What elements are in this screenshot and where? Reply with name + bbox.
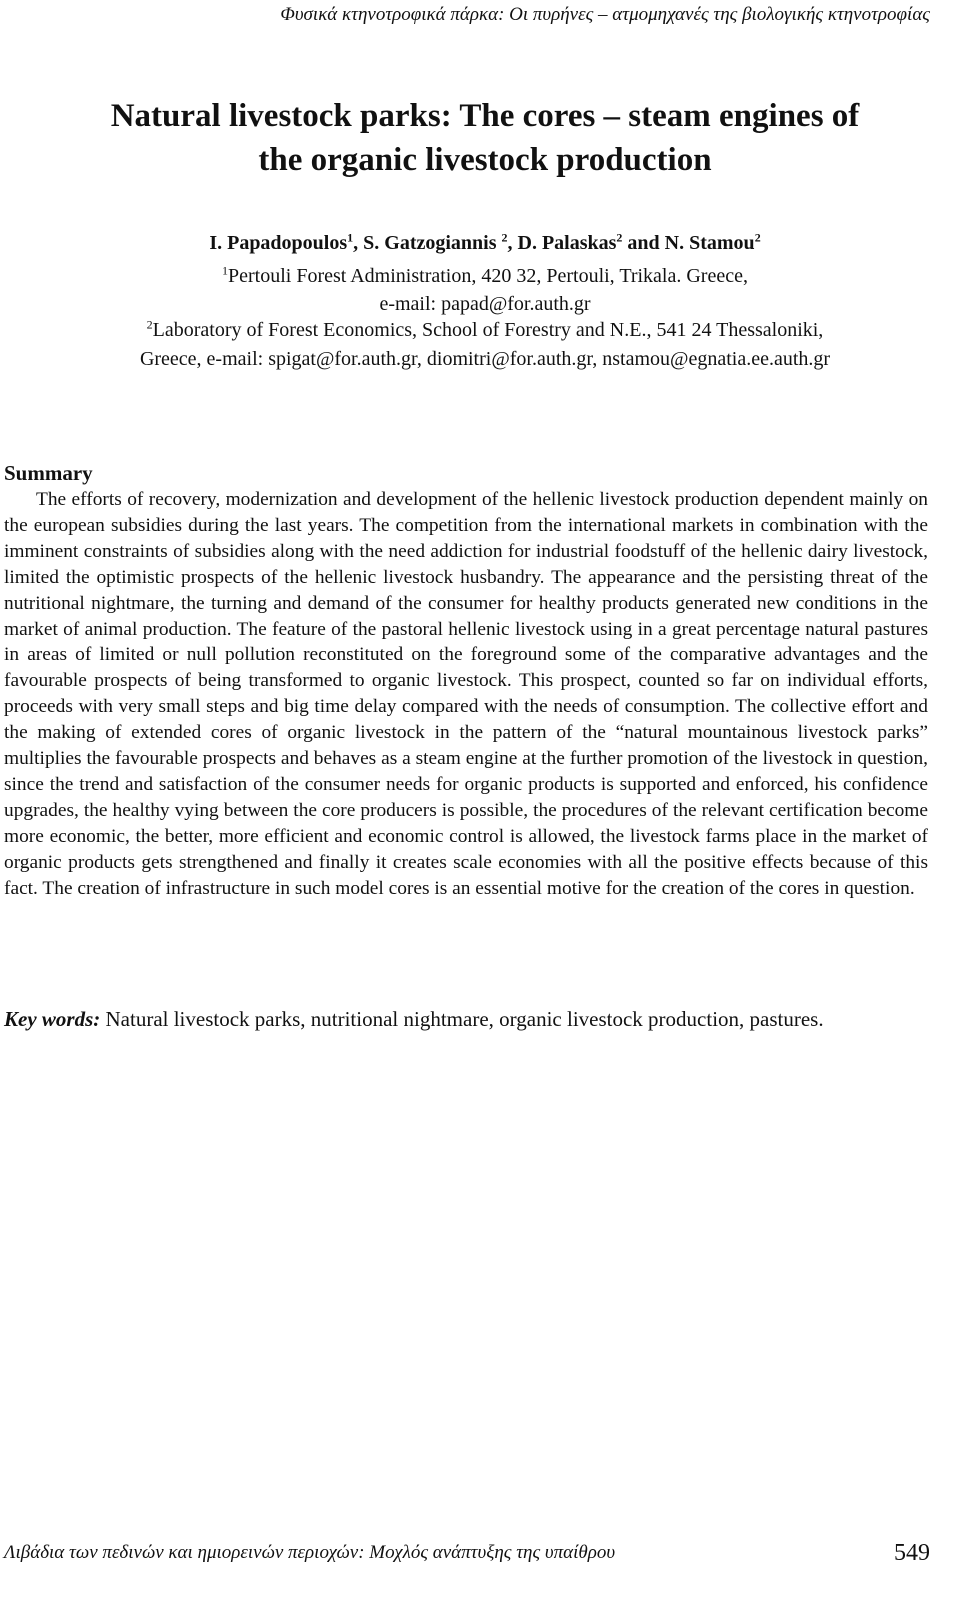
author-4-affiliation-mark: 2 (754, 230, 761, 245)
title-line-2: the organic livestock production (258, 142, 712, 178)
affiliation-1-text: Pertouli Forest Administration, 420 32, Pertouli, Trikala. Greece, (228, 265, 748, 287)
author-4: and N. Stamou (622, 232, 755, 254)
running-header: Φυσικά κτηνοτροφικά πάρκα: Οι πυρήνες – ατμομηχανές της βιολογικής κτηνοτροφίας (280, 4, 930, 25)
author-3-affiliation-mark: 2 (616, 230, 623, 245)
affiliation-1-mark: 1 (222, 263, 229, 278)
author-2: , S. Gatzogiannis (353, 232, 502, 254)
keywords (4, 1005, 928, 1033)
running-footer: Λιβάδια των πεδινών και ημιορεινών περιοχών: Μοχλός ανάπτυξης της υπαίθρου (4, 1542, 616, 1563)
author-1: I. Papadopoulos (209, 232, 348, 254)
keywords-label: Key words: (4, 1007, 101, 1031)
author-list (0, 232, 960, 255)
author-2-affiliation-mark: 2 (501, 230, 508, 245)
page-number: 549 (894, 1540, 930, 1566)
summary-heading: Summary (4, 461, 93, 485)
affiliation-2-mark: 2 (146, 317, 153, 332)
affiliation-2-text: Laboratory of Forest Economics, School of Forestry and N.E., 541 24 Thessaloniki, (152, 319, 824, 341)
author-3: , D. Palaskas (507, 232, 617, 254)
affiliation-1 (0, 264, 960, 288)
author-1-affiliation-mark: 1 (347, 230, 354, 245)
paper-title (0, 94, 960, 182)
summary-body: The efforts of recovery, modernization and development of the hellenic livestock production dependent mainly on the european subsidies during the last years. The competition from the international markets in combination with the imminent constraints of subsidies along with the need addiction for industrial foodstuff of the hellenic dairy livestock, limited the optimistic prospects of the hellenic livestock husbandry. The appearance and the persisting threat of the nutritional nightmare, the turning and demand of the consumer for healthy products generated new conditions in the market of animal production. The feature of the pastoral hellenic livestock using in a great percentage natural pastures in areas of limited or null pollution reconstituted on the foreground some of the comparative advantages and the favourable prospects of being transformed to organic livestock. This prospect, counted so far on individual efforts, proceeds with very small steps and big time delay compared with the needs of consumption. The collective effort and the making of extended cores of organic livestock in the pattern of the “natural mountainous livestock parks” multiplies the favourable prospects and behaves as a steam engine at the further promotion of the livestock in question, since the trend and satisfaction of the consumer needs for organic products is supported and enforced, his confidence upgrades, the healthy vying between the core producers is possible, the procedures of the relevant certification become more economic, the better, more efficient and economic control is allowed, the livestock farms place in the market of organic products gets strengthened and finally it creates scale economies with all the positive effects because of this fact. The creation of infrastructure in such model cores is an essential motive for the creation of the cores in question. (4, 489, 928, 899)
keywords-text: Natural livestock parks, nutritional nightmare, organic livestock production, pastures. (100, 1007, 824, 1031)
title-line-1: Natural livestock parks: The cores – steam engines of (110, 98, 860, 134)
affiliation-2-email: Greece, e-mail: spigat@for.auth.gr, diomitri@for.auth.gr, nstamou@egnatia.ee.auth.gr (139, 348, 831, 370)
affiliation-1-email: e-mail: papad@for.auth.gr (379, 293, 591, 315)
affiliation-2 (0, 318, 960, 342)
